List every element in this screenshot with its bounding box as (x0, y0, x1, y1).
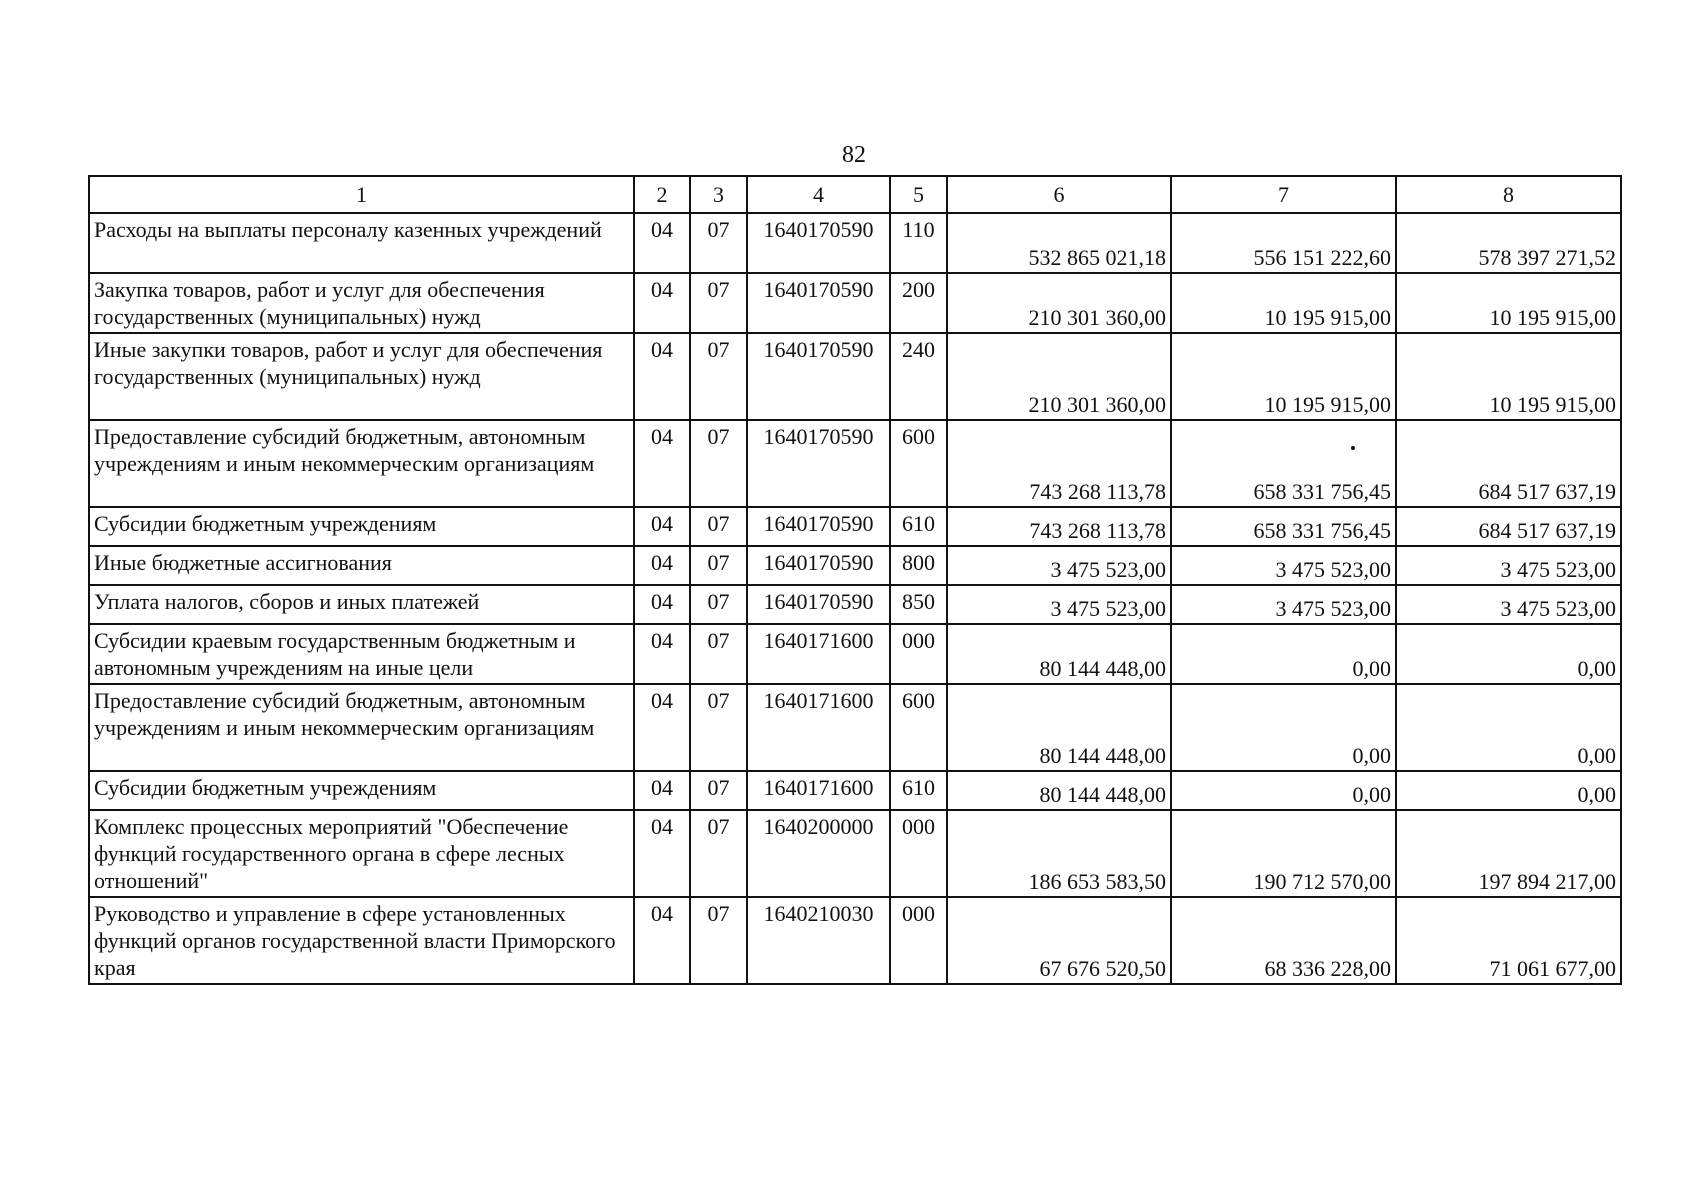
header-col-6: 6 (947, 176, 1171, 213)
row-amount-col6: 743 268 113,78 (947, 420, 1171, 507)
table-row (89, 273, 1621, 333)
table-row (89, 546, 1621, 585)
row-amount-col7: 0,00 (1171, 771, 1396, 810)
row-amount-col7: 3 475 523,00 (1171, 546, 1396, 585)
table-row (89, 897, 1621, 984)
row-expense-type: 610 (890, 507, 947, 546)
row-expense-type: 800 (890, 546, 947, 585)
table-row (89, 810, 1621, 897)
row-expense-type: 000 (890, 624, 947, 684)
row-amount-col8: 684 517 637,19 (1396, 507, 1621, 546)
row-target-article: 1640171600 (747, 771, 890, 810)
row-expense-type: 000 (890, 897, 947, 984)
row-amount-col6: 67 676 520,50 (947, 897, 1171, 984)
row-subsection: 07 (690, 507, 747, 546)
row-subsection: 07 (690, 585, 747, 624)
row-amount-col7: 3 475 523,00 (1171, 585, 1396, 624)
row-amount-col7: 68 336 228,00 (1171, 897, 1396, 984)
row-amount-col6: 210 301 360,00 (947, 333, 1171, 420)
row-target-article: 1640171600 (747, 624, 890, 684)
row-amount-col8: 10 195 915,00 (1396, 273, 1621, 333)
row-amount-col7: 10 195 915,00 (1171, 333, 1396, 420)
row-amount-col6: 743 268 113,78 (947, 507, 1171, 546)
scan-speck (1351, 446, 1355, 450)
row-name: Комплекс процессных мероприятий "Обеспечение функций государственного органа в сфере лесных отношений" (89, 810, 634, 897)
row-subsection: 07 (690, 273, 747, 333)
row-target-article: 1640170590 (747, 213, 890, 273)
row-target-article: 1640170590 (747, 585, 890, 624)
row-target-article: 1640200000 (747, 810, 890, 897)
row-expense-type: 240 (890, 333, 947, 420)
row-target-article: 1640210030 (747, 897, 890, 984)
row-amount-col6: 80 144 448,00 (947, 624, 1171, 684)
table-row (89, 333, 1621, 420)
header-col-5: 5 (890, 176, 947, 213)
row-amount-col8: 0,00 (1396, 771, 1621, 810)
row-amount-col8: 3 475 523,00 (1396, 546, 1621, 585)
row-subsection: 07 (690, 624, 747, 684)
table-row (89, 420, 1621, 507)
row-name: Предоставление субсидий бюджетным, автономным учреждениям и иным некоммерческим организациям (89, 684, 634, 771)
row-amount-col7: 10 195 915,00 (1171, 273, 1396, 333)
row-amount-col6: 210 301 360,00 (947, 273, 1171, 333)
row-section: 04 (634, 624, 690, 684)
row-amount-col8: 0,00 (1396, 684, 1621, 771)
row-expense-type: 200 (890, 273, 947, 333)
row-section: 04 (634, 273, 690, 333)
row-expense-type: 600 (890, 420, 947, 507)
row-name: Закупка товаров, работ и услуг для обеспечения государственных (муниципальных) нужд (89, 273, 634, 333)
row-target-article: 1640170590 (747, 420, 890, 507)
row-section: 04 (634, 684, 690, 771)
row-subsection: 07 (690, 771, 747, 810)
row-name: Предоставление субсидий бюджетным, автономным учреждениям и иным некоммерческим организациям (89, 420, 634, 507)
row-section: 04 (634, 771, 690, 810)
row-name: Расходы на выплаты персоналу казенных учреждений (89, 213, 634, 273)
header-col-4: 4 (747, 176, 890, 213)
header-col-1: 1 (89, 176, 634, 213)
row-section: 04 (634, 333, 690, 420)
row-expense-type: 600 (890, 684, 947, 771)
header-col-7: 7 (1171, 176, 1396, 213)
row-amount-col8: 684 517 637,19 (1396, 420, 1621, 507)
row-target-article: 1640170590 (747, 333, 890, 420)
row-name: Иные бюджетные ассигнования (89, 546, 634, 585)
table-row (89, 213, 1621, 273)
table-row (89, 585, 1621, 624)
row-amount-col8: 578 397 271,52 (1396, 213, 1621, 273)
row-name: Уплата налогов, сборов и иных платежей (89, 585, 634, 624)
row-section: 04 (634, 585, 690, 624)
row-subsection: 07 (690, 546, 747, 585)
row-subsection: 07 (690, 333, 747, 420)
row-expense-type: 000 (890, 810, 947, 897)
row-amount-col6: 532 865 021,18 (947, 213, 1171, 273)
row-amount-col7: 0,00 (1171, 624, 1396, 684)
row-subsection: 07 (690, 684, 747, 771)
row-section: 04 (634, 213, 690, 273)
row-target-article: 1640171600 (747, 684, 890, 771)
row-amount-col7: 658 331 756,45 (1171, 507, 1396, 546)
row-section: 04 (634, 810, 690, 897)
table-row (89, 684, 1621, 771)
row-name: Руководство и управление в сфере установленных функций органов государственной власти Приморского края (89, 897, 634, 984)
row-amount-col7: 190 712 570,00 (1171, 810, 1396, 897)
row-amount-col8: 71 061 677,00 (1396, 897, 1621, 984)
row-name: Субсидии бюджетным учреждениям (89, 771, 634, 810)
row-amount-col7: 658 331 756,45 (1171, 420, 1396, 507)
row-amount-col6: 3 475 523,00 (947, 585, 1171, 624)
row-target-article: 1640170590 (747, 507, 890, 546)
row-section: 04 (634, 507, 690, 546)
table-row (89, 624, 1621, 684)
row-amount-col6: 80 144 448,00 (947, 771, 1171, 810)
row-subsection: 07 (690, 897, 747, 984)
row-amount-col8: 3 475 523,00 (1396, 585, 1621, 624)
table-header-row (89, 176, 1621, 213)
row-amount-col6: 3 475 523,00 (947, 546, 1171, 585)
row-expense-type: 110 (890, 213, 947, 273)
row-section: 04 (634, 546, 690, 585)
table-row (89, 507, 1621, 546)
row-target-article: 1640170590 (747, 546, 890, 585)
row-expense-type: 610 (890, 771, 947, 810)
page-number: 82 (842, 142, 866, 168)
row-section: 04 (634, 420, 690, 507)
row-amount-col7: 0,00 (1171, 684, 1396, 771)
row-amount-col6: 186 653 583,50 (947, 810, 1171, 897)
row-name: Субсидии краевым государственным бюджетным и автономным учреждениям на иные цели (89, 624, 634, 684)
header-col-8: 8 (1396, 176, 1621, 213)
row-amount-col8: 0,00 (1396, 624, 1621, 684)
header-col-3: 3 (690, 176, 747, 213)
row-amount-col8: 197 894 217,00 (1396, 810, 1621, 897)
row-subsection: 07 (690, 810, 747, 897)
row-name: Субсидии бюджетным учреждениям (89, 507, 634, 546)
row-name: Иные закупки товаров, работ и услуг для обеспечения государственных (муниципальных) нужд (89, 333, 634, 420)
header-col-2: 2 (634, 176, 690, 213)
row-amount-col7: 556 151 222,60 (1171, 213, 1396, 273)
row-subsection: 07 (690, 420, 747, 507)
row-subsection: 07 (690, 213, 747, 273)
table-row (89, 771, 1621, 810)
row-section: 04 (634, 897, 690, 984)
row-expense-type: 850 (890, 585, 947, 624)
row-amount-col6: 80 144 448,00 (947, 684, 1171, 771)
budget-table (88, 175, 1622, 985)
row-target-article: 1640170590 (747, 273, 890, 333)
row-amount-col8: 10 195 915,00 (1396, 333, 1621, 420)
